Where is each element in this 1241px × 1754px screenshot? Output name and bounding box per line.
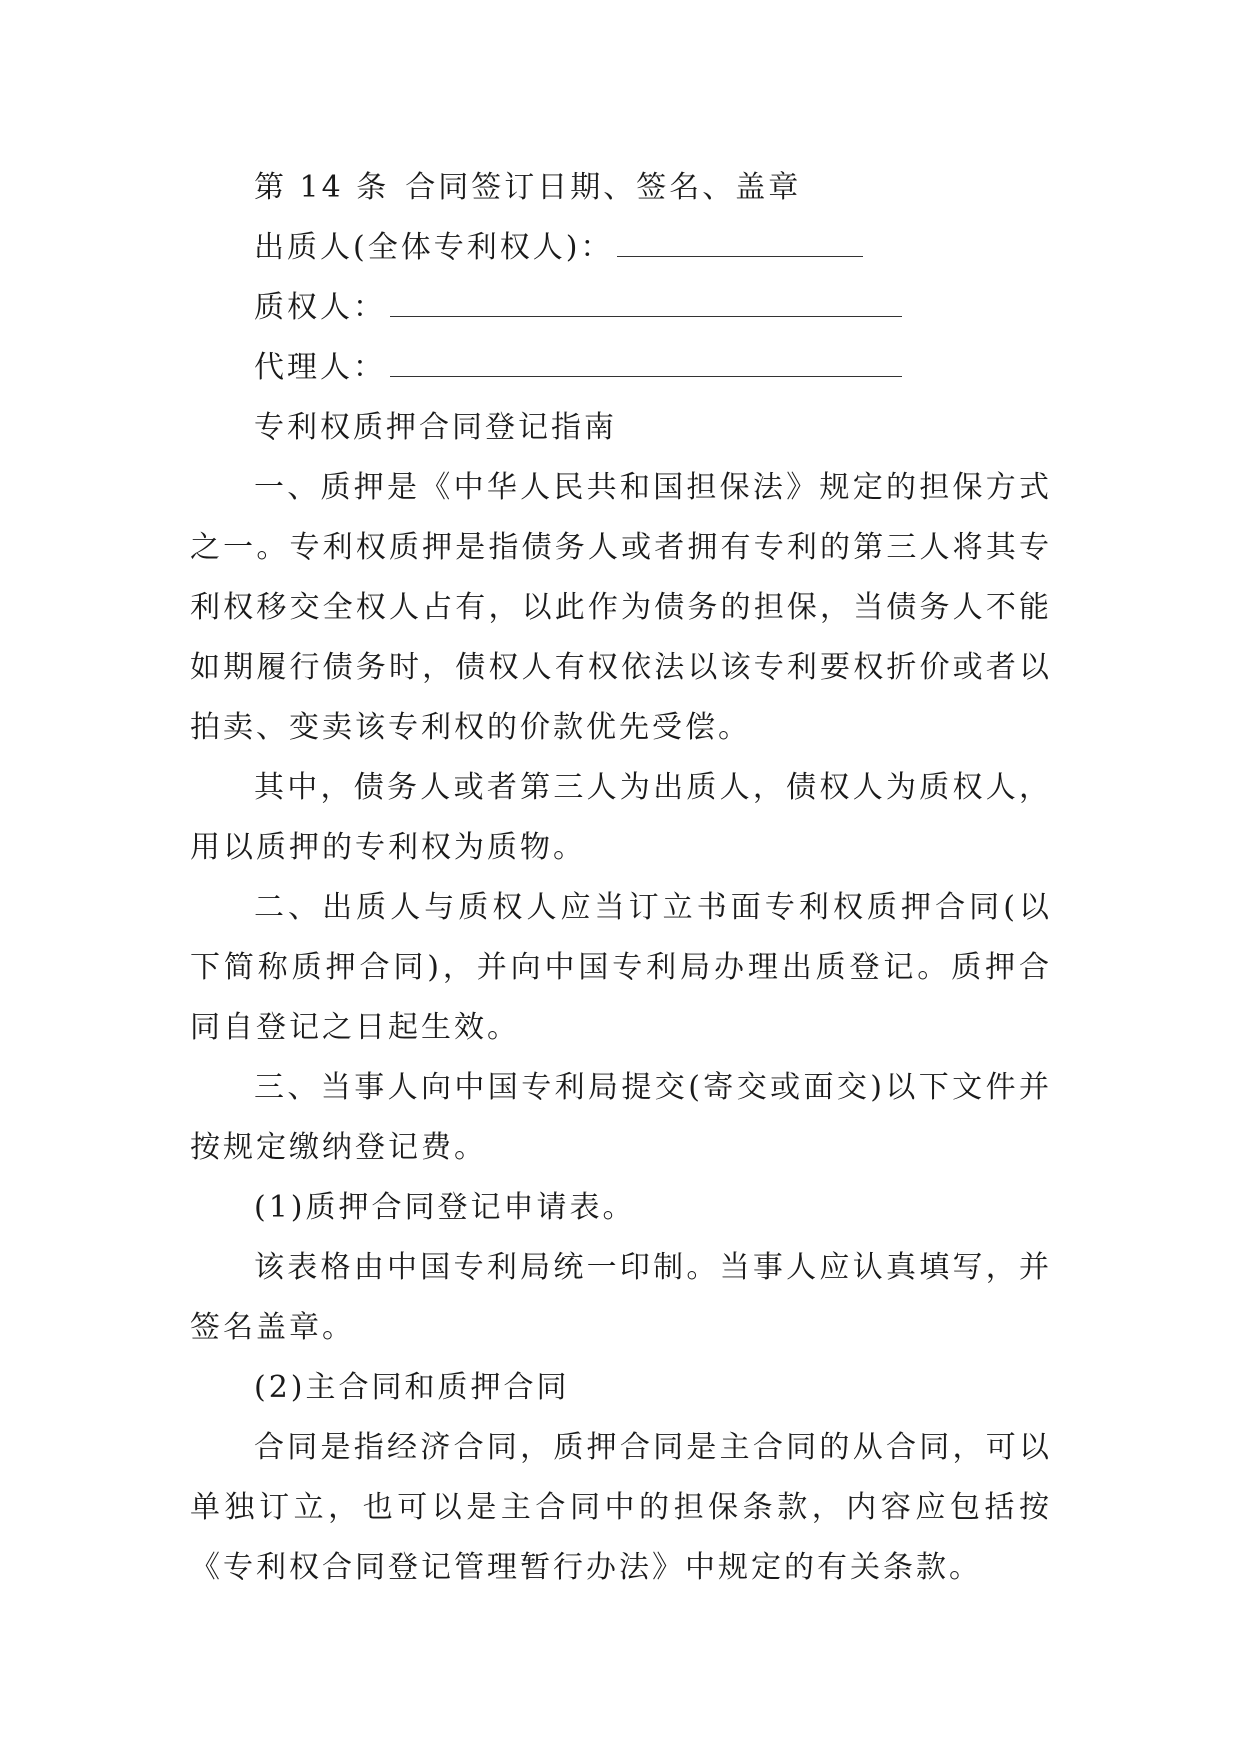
agent-signature-line (190, 338, 1052, 398)
article-title: 合同签订日期、签名、盖章 (405, 170, 802, 205)
document-body (190, 158, 1052, 1598)
pledgor-blank (617, 230, 863, 257)
pledgee-label: 质权人： (254, 290, 386, 325)
guide-title: 专利权质押合同登记指南 (254, 410, 617, 445)
paragraph-6: 该表格由中国专利局统一印制。当事人应认真填写，并签名盖章。 (190, 1250, 1052, 1345)
paragraph-5: (1)质押合同登记申请表。 (254, 1190, 636, 1225)
paragraph-8: 合同是指经济合同，质押合同是主合同的从合同，可以单独订立，也可以是主合同中的担保条款，内容应包括按《专利权合同登记管理暂行办法》中规定的有关条款。 (190, 1430, 1052, 1585)
pledgor-label: 出质人(全体专利权人)： (254, 230, 614, 265)
pledgee-signature-line (190, 278, 1052, 338)
paragraph-2: 其中，债务人或者第三人为出质人，债权人为质权人，用以质押的专利权为质物。 (190, 770, 1052, 865)
paragraph-7: (2)主合同和质押合同 (254, 1370, 570, 1405)
article-number: 第 14 条 (254, 170, 390, 205)
paragraph-3: 二、出质人与质权人应当订立书面专利权质押合同(以下简称质押合同)，并向中国专利局办理出质登记。质押合同自登记之日起生效。 (190, 890, 1052, 1045)
agent-label: 代理人： (254, 350, 386, 385)
agent-blank (390, 350, 902, 377)
article-heading (190, 158, 1052, 218)
pledgee-blank (390, 290, 902, 317)
pledgor-signature-line (190, 218, 1052, 278)
paragraph-1: 一、质押是《中华人民共和国担保法》规定的担保方式之一。专利权质押是指债务人或者拥有专利的第三人将其专利权移交全权人占有，以此作为债务的担保，当债务人不能如期履行债务时，债权人有权依法以该专利要权折价或者以拍卖、变卖该专利权的价款优先受偿。 (190, 470, 1052, 745)
paragraph-4: 三、当事人向中国专利局提交(寄交或面交)以下文件并按规定缴纳登记费。 (190, 1070, 1052, 1165)
